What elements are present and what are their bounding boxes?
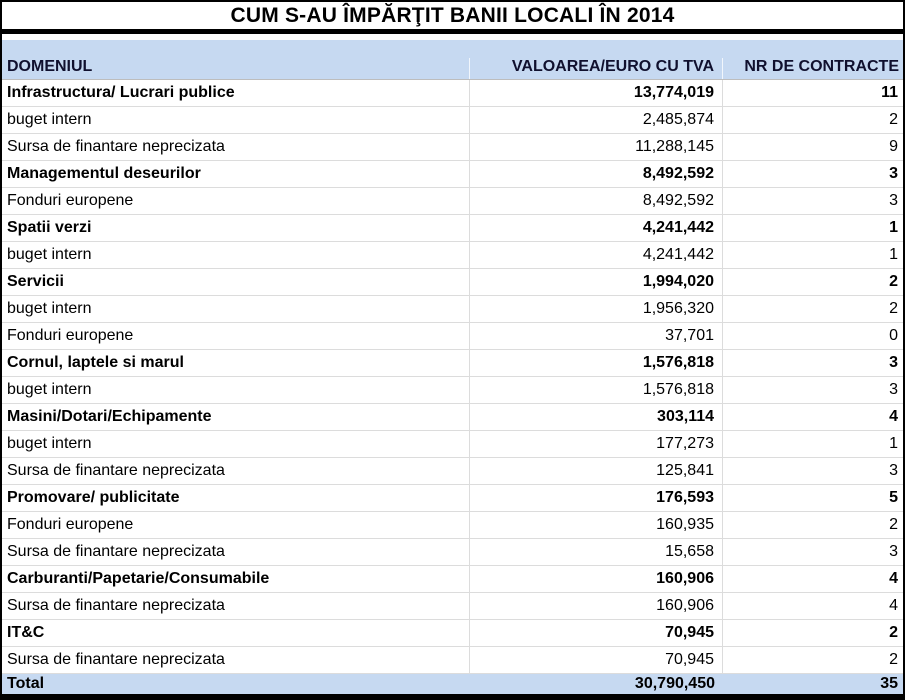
- total-label: Total: [7, 675, 45, 692]
- table-row: [2, 485, 903, 512]
- table-row: [2, 377, 903, 404]
- table-row: [2, 296, 903, 323]
- cell-valoarea: 176,593: [470, 485, 723, 511]
- cell-valoarea: 2,485,874: [470, 107, 723, 133]
- cell-contracte: 2: [889, 111, 898, 128]
- cell-valoarea: 37,701: [470, 323, 723, 349]
- cell-valoarea: 13,774,019: [470, 80, 723, 106]
- cell-contracte: 3: [889, 462, 898, 479]
- cell-contracte: 1: [889, 435, 898, 452]
- cell-valoarea: 70,945: [470, 647, 723, 673]
- cell-valoarea: 177,273: [470, 431, 723, 457]
- cell-domeniul: Sursa de finantare neprecizata: [2, 647, 470, 673]
- cell-domeniul: Sursa de finantare neprecizata: [2, 593, 470, 619]
- cell-valoarea: 1,576,818: [470, 350, 723, 376]
- total-row: [2, 674, 903, 694]
- cell-contracte: 3: [889, 165, 898, 182]
- cell-domeniul: buget intern: [2, 242, 470, 268]
- cell-contracte: 2: [889, 273, 898, 290]
- cell-domeniul: Sursa de finantare neprecizata: [2, 134, 470, 160]
- cell-valoarea: 303,114: [470, 404, 723, 430]
- table-row: [2, 593, 903, 620]
- page-title: CUM S-AU ÎMPĂRŢIT BANII LOCALI ÎN 2014: [230, 3, 675, 27]
- cell-contracte: 2: [889, 516, 898, 533]
- table-row: [2, 188, 903, 215]
- cell-domeniul: buget intern: [2, 431, 470, 457]
- cell-valoarea: 70,945: [470, 620, 723, 646]
- table-row: [2, 107, 903, 134]
- cell-valoarea: 11,288,145: [470, 134, 723, 160]
- cell-valoarea: 1,576,818: [470, 377, 723, 403]
- cell-valoarea: 8,492,592: [470, 161, 723, 187]
- cell-contracte: 2: [889, 300, 898, 317]
- cell-contracte: 3: [889, 543, 898, 560]
- cell-valoarea: 160,906: [470, 593, 723, 619]
- total-value: 30,790,450: [634, 675, 715, 692]
- cell-contracte: 3: [889, 381, 898, 398]
- cell-valoarea: 125,841: [470, 458, 723, 484]
- table-row: [2, 539, 903, 566]
- cell-domeniul: Spatii verzi: [2, 215, 470, 241]
- cell-contracte: 2: [889, 651, 898, 668]
- cell-contracte: 2: [889, 624, 898, 641]
- cell-contracte: 1: [889, 219, 898, 236]
- total-contracts: 35: [880, 675, 898, 692]
- table-body: [2, 80, 903, 674]
- column-header-contracte: NR DE CONTRACTE: [744, 58, 899, 75]
- cell-valoarea: 4,241,442: [470, 215, 723, 241]
- cell-valoarea: 160,906: [470, 566, 723, 592]
- cell-valoarea: 8,492,592: [470, 188, 723, 214]
- table-row: [2, 80, 903, 107]
- cell-contracte: 3: [889, 354, 898, 371]
- cell-contracte: 1: [889, 246, 898, 263]
- cell-domeniul: Fonduri europene: [2, 512, 470, 538]
- table-row: [2, 431, 903, 458]
- cell-valoarea: 160,935: [470, 512, 723, 538]
- cell-domeniul: Fonduri europene: [2, 323, 470, 349]
- table-row: [2, 323, 903, 350]
- cell-domeniul: Fonduri europene: [2, 188, 470, 214]
- table-row: [2, 269, 903, 296]
- table-row: [2, 458, 903, 485]
- cell-domeniul: buget intern: [2, 296, 470, 322]
- cell-contracte: 9: [889, 138, 898, 155]
- cell-contracte: 0: [889, 327, 898, 344]
- cell-contracte: 4: [889, 408, 898, 425]
- table-row: [2, 566, 903, 593]
- cell-valoarea: 15,658: [470, 539, 723, 565]
- column-header-domeniul: DOMENIUL: [2, 58, 470, 79]
- table-row: [2, 161, 903, 188]
- cell-domeniul: Carburanti/Papetarie/Consumabile: [2, 566, 470, 592]
- cell-contracte: 4: [889, 597, 898, 614]
- cell-domeniul: Servicii: [2, 269, 470, 295]
- cell-domeniul: Cornul, laptele si marul: [2, 350, 470, 376]
- cell-valoarea: 4,241,442: [470, 242, 723, 268]
- table-row: [2, 215, 903, 242]
- cell-contracte: 3: [889, 192, 898, 209]
- table-row: [2, 404, 903, 431]
- table-row: [2, 242, 903, 269]
- cell-domeniul: Masini/Dotari/Echipamente: [2, 404, 470, 430]
- cell-domeniul: Sursa de finantare neprecizata: [2, 539, 470, 565]
- column-header-valoarea: VALOAREA/EURO CU TVA: [470, 58, 723, 79]
- cell-valoarea: 1,994,020: [470, 269, 723, 295]
- table-header: [2, 40, 903, 80]
- cell-domeniul: Promovare/ publicitate: [2, 485, 470, 511]
- cell-domeniul: Sursa de finantare neprecizata: [2, 458, 470, 484]
- cell-domeniul: Managementul deseurilor: [2, 161, 470, 187]
- table-row: [2, 647, 903, 674]
- cell-domeniul: buget intern: [2, 107, 470, 133]
- cell-domeniul: Infrastructura/ Lucrari publice: [2, 80, 470, 106]
- cell-contracte: 4: [889, 570, 898, 587]
- cell-valoarea: 1,956,320: [470, 296, 723, 322]
- cell-domeniul: buget intern: [2, 377, 470, 403]
- cell-contracte: 11: [881, 84, 898, 101]
- table-row: [2, 134, 903, 161]
- table-row: [2, 512, 903, 539]
- cell-contracte: 5: [889, 489, 898, 506]
- cell-domeniul: IT&C: [2, 620, 470, 646]
- table-row: [2, 620, 903, 647]
- table-row: [2, 350, 903, 377]
